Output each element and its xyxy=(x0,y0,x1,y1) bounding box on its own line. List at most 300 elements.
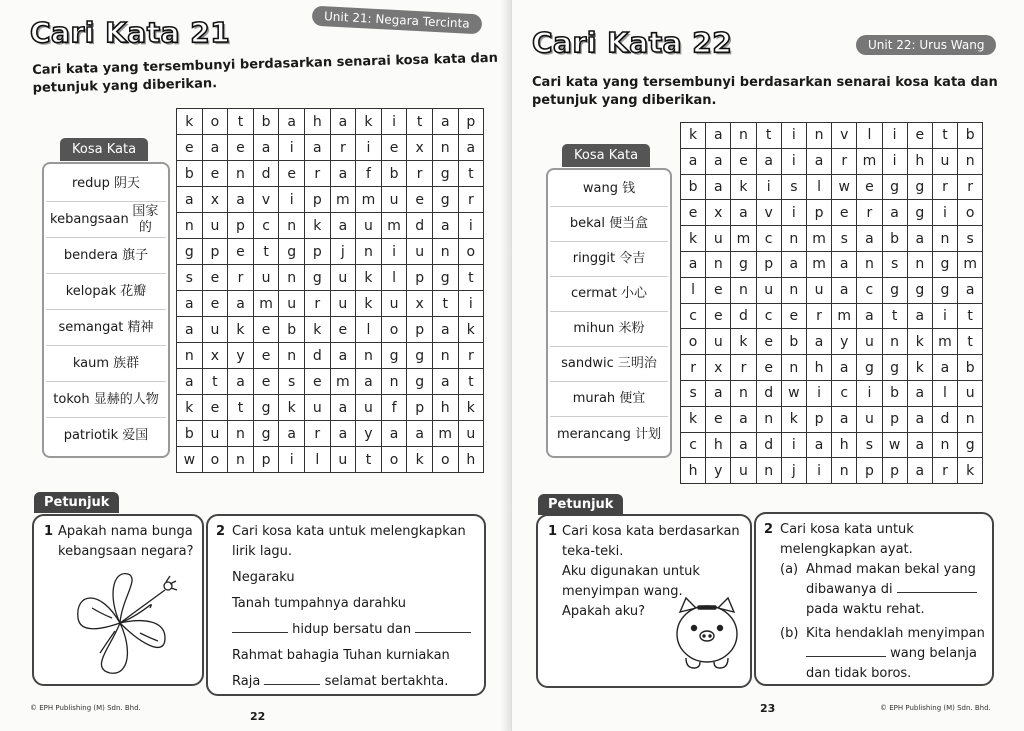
answer-blank[interactable] xyxy=(415,621,471,633)
grid-letter-cell[interactable]: t xyxy=(356,447,382,473)
grid-letter-cell[interactable]: a xyxy=(458,135,484,161)
grid-letter-cell[interactable]: n xyxy=(958,148,983,174)
grid-letter-cell[interactable]: k xyxy=(781,406,806,432)
grid-letter-cell[interactable]: o xyxy=(381,317,407,343)
grid-letter-cell[interactable]: r xyxy=(228,265,254,291)
grid-letter-cell[interactable]: k xyxy=(458,317,484,343)
grid-letter-cell[interactable]: t xyxy=(958,329,983,355)
grid-letter-cell[interactable]: r xyxy=(731,355,756,381)
grid-letter-cell[interactable]: c xyxy=(756,303,781,329)
grid-letter-cell[interactable]: n xyxy=(882,329,907,355)
grid-letter-cell[interactable]: u xyxy=(330,291,356,317)
grid-letter-cell[interactable]: n xyxy=(228,161,254,187)
grid-letter-cell[interactable]: r xyxy=(857,200,882,226)
grid-letter-cell[interactable]: d xyxy=(731,303,756,329)
grid-letter-cell[interactable]: x xyxy=(706,355,731,381)
grid-letter-cell[interactable]: p xyxy=(407,265,433,291)
grid-letter-cell[interactable]: u xyxy=(304,395,330,421)
grid-letter-cell[interactable]: r xyxy=(932,174,957,200)
grid-letter-cell[interactable]: a xyxy=(330,161,356,187)
grid-letter-cell[interactable]: d xyxy=(932,406,957,432)
grid-letter-cell[interactable]: a xyxy=(706,148,731,174)
grid-letter-cell[interactable]: n xyxy=(279,265,305,291)
grid-letter-cell[interactable]: n xyxy=(857,251,882,277)
grid-letter-cell[interactable]: g xyxy=(731,251,756,277)
grid-letter-cell[interactable]: e xyxy=(832,200,857,226)
grid-letter-cell[interactable]: t xyxy=(458,369,484,395)
grid-letter-cell[interactable]: o xyxy=(958,200,983,226)
grid-letter-cell[interactable]: g xyxy=(407,369,433,395)
grid-letter-cell[interactable]: l xyxy=(681,277,706,303)
grid-letter-cell[interactable]: a xyxy=(932,355,957,381)
grid-letter-cell[interactable]: g xyxy=(432,187,458,213)
grid-letter-cell[interactable]: h xyxy=(432,395,458,421)
grid-letter-cell[interactable]: u xyxy=(857,329,882,355)
grid-letter-cell[interactable]: a xyxy=(832,251,857,277)
grid-letter-cell[interactable]: a xyxy=(432,213,458,239)
grid-letter-cell[interactable]: e xyxy=(253,317,279,343)
grid-letter-cell[interactable]: v xyxy=(253,187,279,213)
grid-letter-cell[interactable]: w xyxy=(781,380,806,406)
grid-letter-cell[interactable]: p xyxy=(304,239,330,265)
grid-letter-cell[interactable]: c xyxy=(253,213,279,239)
grid-letter-cell[interactable]: a xyxy=(832,406,857,432)
grid-letter-cell[interactable]: k xyxy=(731,174,756,200)
grid-letter-cell[interactable]: b xyxy=(781,329,806,355)
grid-letter-cell[interactable]: b xyxy=(253,109,279,135)
grid-letter-cell[interactable]: p xyxy=(228,213,254,239)
grid-letter-cell[interactable]: e xyxy=(756,329,781,355)
grid-letter-cell[interactable]: h xyxy=(907,148,932,174)
grid-letter-cell[interactable]: e xyxy=(681,200,706,226)
grid-letter-cell[interactable]: g xyxy=(882,277,907,303)
grid-letter-cell[interactable]: e xyxy=(781,303,806,329)
grid-letter-cell[interactable]: n xyxy=(279,343,305,369)
grid-letter-cell[interactable]: u xyxy=(806,277,831,303)
grid-letter-cell[interactable]: r xyxy=(806,303,831,329)
grid-letter-cell[interactable]: n xyxy=(932,432,957,458)
grid-letter-cell[interactable]: k xyxy=(228,317,254,343)
grid-letter-cell[interactable]: k xyxy=(177,395,203,421)
grid-letter-cell[interactable]: u xyxy=(731,458,756,484)
grid-letter-cell[interactable]: s xyxy=(857,432,882,458)
grid-letter-cell[interactable]: f xyxy=(356,161,382,187)
grid-letter-cell[interactable]: n xyxy=(907,251,932,277)
grid-letter-cell[interactable]: i xyxy=(458,213,484,239)
grid-letter-cell[interactable]: p xyxy=(756,251,781,277)
grid-letter-cell[interactable]: i xyxy=(756,174,781,200)
grid-letter-cell[interactable]: d xyxy=(756,432,781,458)
grid-letter-cell[interactable]: a xyxy=(279,421,305,447)
grid-letter-cell[interactable]: a xyxy=(806,432,831,458)
grid-letter-cell[interactable]: o xyxy=(432,447,458,473)
grid-letter-cell[interactable]: e xyxy=(202,395,228,421)
grid-letter-cell[interactable]: e xyxy=(177,135,203,161)
grid-letter-cell[interactable]: i xyxy=(882,123,907,149)
grid-letter-cell[interactable]: i xyxy=(279,447,305,473)
grid-letter-cell[interactable]: c xyxy=(857,277,882,303)
grid-letter-cell[interactable]: u xyxy=(381,291,407,317)
grid-letter-cell[interactable]: a xyxy=(330,395,356,421)
grid-letter-cell[interactable]: k xyxy=(907,355,932,381)
grid-letter-cell[interactable]: n xyxy=(381,369,407,395)
grid-letter-cell[interactable]: s xyxy=(958,226,983,252)
grid-letter-cell[interactable]: a xyxy=(882,200,907,226)
grid-letter-cell[interactable]: l xyxy=(857,123,882,149)
grid-letter-cell[interactable]: d xyxy=(253,161,279,187)
grid-letter-cell[interactable]: n xyxy=(432,239,458,265)
grid-letter-cell[interactable]: r xyxy=(304,421,330,447)
grid-letter-cell[interactable]: a xyxy=(907,406,932,432)
grid-letter-cell[interactable]: n xyxy=(781,355,806,381)
grid-letter-cell[interactable]: f xyxy=(381,395,407,421)
grid-letter-cell[interactable]: s xyxy=(781,174,806,200)
grid-letter-cell[interactable]: n xyxy=(731,123,756,149)
grid-letter-cell[interactable]: t xyxy=(932,123,957,149)
grid-letter-cell[interactable]: m xyxy=(857,148,882,174)
grid-letter-cell[interactable]: y xyxy=(356,421,382,447)
grid-letter-cell[interactable]: a xyxy=(330,421,356,447)
grid-letter-cell[interactable]: n xyxy=(279,213,305,239)
grid-letter-cell[interactable]: k xyxy=(681,226,706,252)
grid-letter-cell[interactable]: a xyxy=(228,291,254,317)
grid-letter-cell[interactable]: a xyxy=(731,200,756,226)
grid-letter-cell[interactable]: k xyxy=(731,329,756,355)
grid-letter-cell[interactable]: n xyxy=(228,447,254,473)
grid-letter-cell[interactable]: u xyxy=(381,187,407,213)
grid-letter-cell[interactable]: a xyxy=(806,148,831,174)
grid-letter-cell[interactable]: t xyxy=(407,109,433,135)
grid-letter-cell[interactable]: i xyxy=(781,432,806,458)
grid-letter-cell[interactable]: d xyxy=(304,343,330,369)
grid-letter-cell[interactable]: a xyxy=(681,251,706,277)
grid-letter-cell[interactable]: u xyxy=(756,277,781,303)
grid-letter-cell[interactable]: n xyxy=(731,380,756,406)
grid-letter-cell[interactable]: b xyxy=(882,380,907,406)
grid-letter-cell[interactable]: o xyxy=(458,239,484,265)
grid-letter-cell[interactable]: h xyxy=(681,458,706,484)
grid-letter-cell[interactable]: x xyxy=(202,187,228,213)
grid-letter-cell[interactable]: g xyxy=(932,277,957,303)
grid-letter-cell[interactable]: n xyxy=(177,343,203,369)
grid-letter-cell[interactable]: u xyxy=(202,421,228,447)
grid-letter-cell[interactable]: i xyxy=(279,135,305,161)
grid-letter-cell[interactable]: g xyxy=(882,355,907,381)
grid-letter-cell[interactable]: m xyxy=(356,187,382,213)
grid-letter-cell[interactable]: k xyxy=(356,291,382,317)
grid-letter-cell[interactable]: x xyxy=(407,135,433,161)
grid-letter-cell[interactable]: n xyxy=(432,343,458,369)
grid-letter-cell[interactable]: r xyxy=(304,161,330,187)
grid-letter-cell[interactable]: b xyxy=(279,317,305,343)
grid-letter-cell[interactable]: k xyxy=(681,406,706,432)
grid-letter-cell[interactable]: g xyxy=(932,251,957,277)
grid-letter-cell[interactable]: e xyxy=(202,161,228,187)
grid-letter-cell[interactable]: k xyxy=(681,123,706,149)
grid-letter-cell[interactable]: r xyxy=(958,174,983,200)
grid-letter-cell[interactable]: h xyxy=(304,109,330,135)
answer-blank[interactable] xyxy=(897,581,977,593)
grid-letter-cell[interactable]: p xyxy=(253,447,279,473)
grid-letter-cell[interactable]: n xyxy=(806,123,831,149)
grid-letter-cell[interactable]: b xyxy=(177,421,203,447)
grid-letter-cell[interactable]: a xyxy=(432,317,458,343)
grid-letter-cell[interactable]: m xyxy=(832,303,857,329)
grid-letter-cell[interactable]: m xyxy=(432,421,458,447)
grid-letter-cell[interactable]: u xyxy=(356,213,382,239)
grid-letter-cell[interactable]: x xyxy=(202,343,228,369)
grid-letter-cell[interactable]: e xyxy=(279,161,305,187)
grid-letter-cell[interactable]: i xyxy=(781,123,806,149)
grid-letter-cell[interactable]: m xyxy=(731,226,756,252)
grid-letter-cell[interactable]: t xyxy=(756,123,781,149)
grid-letter-cell[interactable]: t xyxy=(228,395,254,421)
grid-letter-cell[interactable]: i xyxy=(781,148,806,174)
grid-letter-cell[interactable]: l xyxy=(356,317,382,343)
grid-letter-cell[interactable]: a xyxy=(907,226,932,252)
grid-letter-cell[interactable]: u xyxy=(458,421,484,447)
grid-letter-cell[interactable]: a xyxy=(781,251,806,277)
grid-letter-cell[interactable]: e xyxy=(202,291,228,317)
grid-letter-cell[interactable]: g xyxy=(857,355,882,381)
grid-letter-cell[interactable]: r xyxy=(330,135,356,161)
grid-letter-cell[interactable]: n xyxy=(781,277,806,303)
grid-letter-cell[interactable]: w xyxy=(882,432,907,458)
grid-letter-cell[interactable]: j xyxy=(781,458,806,484)
grid-letter-cell[interactable]: d xyxy=(756,380,781,406)
grid-letter-cell[interactable]: u xyxy=(857,406,882,432)
grid-letter-cell[interactable]: b xyxy=(882,226,907,252)
grid-letter-cell[interactable]: w xyxy=(832,174,857,200)
grid-letter-cell[interactable]: l xyxy=(932,380,957,406)
grid-letter-cell[interactable]: e xyxy=(407,187,433,213)
grid-letter-cell[interactable]: m xyxy=(330,187,356,213)
grid-letter-cell[interactable]: c xyxy=(681,303,706,329)
grid-letter-cell[interactable]: m xyxy=(381,213,407,239)
grid-letter-cell[interactable]: g xyxy=(304,265,330,291)
grid-letter-cell[interactable]: a xyxy=(253,135,279,161)
grid-letter-cell[interactable]: t xyxy=(882,303,907,329)
grid-letter-cell[interactable]: c xyxy=(681,432,706,458)
answer-blank[interactable] xyxy=(806,645,886,657)
grid-letter-cell[interactable]: a xyxy=(228,369,254,395)
grid-letter-cell[interactable]: o xyxy=(202,109,228,135)
grid-letter-cell[interactable]: a xyxy=(907,458,932,484)
grid-letter-cell[interactable]: p xyxy=(806,200,831,226)
grid-letter-cell[interactable]: u xyxy=(202,213,228,239)
grid-letter-cell[interactable]: a xyxy=(756,148,781,174)
grid-letter-cell[interactable]: k xyxy=(177,109,203,135)
grid-letter-cell[interactable]: g xyxy=(432,161,458,187)
grid-letter-cell[interactable]: k xyxy=(304,213,330,239)
grid-letter-cell[interactable]: a xyxy=(356,369,382,395)
grid-letter-cell[interactable]: y xyxy=(228,343,254,369)
grid-letter-cell[interactable]: m xyxy=(330,369,356,395)
grid-letter-cell[interactable]: n xyxy=(731,277,756,303)
grid-letter-cell[interactable]: e xyxy=(228,135,254,161)
grid-letter-cell[interactable]: y xyxy=(832,329,857,355)
grid-letter-cell[interactable]: b xyxy=(958,123,983,149)
grid-letter-cell[interactable]: i xyxy=(882,148,907,174)
grid-letter-cell[interactable]: a xyxy=(407,421,433,447)
grid-letter-cell[interactable]: o xyxy=(381,447,407,473)
grid-letter-cell[interactable]: t xyxy=(253,239,279,265)
grid-letter-cell[interactable]: x xyxy=(407,291,433,317)
grid-letter-cell[interactable]: n xyxy=(356,343,382,369)
grid-letter-cell[interactable]: a xyxy=(706,380,731,406)
grid-letter-cell[interactable]: n xyxy=(177,213,203,239)
grid-letter-cell[interactable]: a xyxy=(907,432,932,458)
grid-letter-cell[interactable]: r xyxy=(304,291,330,317)
grid-letter-cell[interactable]: a xyxy=(432,369,458,395)
grid-letter-cell[interactable]: h xyxy=(832,432,857,458)
grid-letter-cell[interactable]: x xyxy=(706,200,731,226)
grid-letter-cell[interactable]: m xyxy=(253,291,279,317)
grid-letter-cell[interactable]: k xyxy=(356,265,382,291)
grid-letter-cell[interactable]: a xyxy=(177,291,203,317)
grid-letter-cell[interactable]: k xyxy=(907,329,932,355)
grid-letter-cell[interactable]: c xyxy=(756,226,781,252)
grid-letter-cell[interactable]: g xyxy=(907,174,932,200)
grid-letter-cell[interactable]: n xyxy=(756,406,781,432)
grid-letter-cell[interactable]: t xyxy=(202,369,228,395)
grid-letter-cell[interactable]: n xyxy=(781,226,806,252)
grid-letter-cell[interactable]: s xyxy=(882,251,907,277)
grid-letter-cell[interactable]: p xyxy=(458,109,484,135)
grid-letter-cell[interactable]: n xyxy=(932,226,957,252)
grid-letter-cell[interactable]: h xyxy=(458,447,484,473)
grid-letter-cell[interactable]: e xyxy=(330,317,356,343)
grid-letter-cell[interactable]: u xyxy=(202,317,228,343)
grid-letter-cell[interactable]: n xyxy=(756,458,781,484)
grid-letter-cell[interactable]: m xyxy=(958,251,983,277)
grid-letter-cell[interactable]: a xyxy=(706,174,731,200)
grid-letter-cell[interactable]: e xyxy=(706,303,731,329)
grid-letter-cell[interactable]: r xyxy=(407,161,433,187)
grid-letter-cell[interactable]: a xyxy=(330,109,356,135)
grid-letter-cell[interactable]: a xyxy=(228,187,254,213)
grid-letter-cell[interactable]: u xyxy=(706,329,731,355)
grid-letter-cell[interactable]: t xyxy=(458,265,484,291)
grid-letter-cell[interactable]: a xyxy=(202,135,228,161)
grid-letter-cell[interactable]: a xyxy=(731,406,756,432)
grid-letter-cell[interactable]: v xyxy=(756,200,781,226)
grid-letter-cell[interactable]: a xyxy=(177,317,203,343)
grid-letter-cell[interactable]: a xyxy=(681,148,706,174)
grid-letter-cell[interactable]: i xyxy=(932,303,957,329)
grid-letter-cell[interactable]: a xyxy=(907,380,932,406)
grid-letter-cell[interactable]: a xyxy=(907,303,932,329)
grid-letter-cell[interactable]: u xyxy=(932,148,957,174)
grid-letter-cell[interactable]: a xyxy=(958,277,983,303)
grid-letter-cell[interactable]: g xyxy=(882,174,907,200)
grid-letter-cell[interactable]: r xyxy=(458,343,484,369)
grid-letter-cell[interactable]: k xyxy=(407,447,433,473)
grid-letter-cell[interactable]: t xyxy=(228,109,254,135)
grid-letter-cell[interactable]: a xyxy=(832,277,857,303)
grid-letter-cell[interactable]: m xyxy=(806,226,831,252)
grid-letter-cell[interactable]: i xyxy=(381,239,407,265)
grid-letter-cell[interactable]: w xyxy=(177,447,203,473)
grid-letter-cell[interactable]: i xyxy=(806,458,831,484)
grid-letter-cell[interactable]: u xyxy=(253,265,279,291)
grid-letter-cell[interactable]: p xyxy=(882,406,907,432)
grid-letter-cell[interactable]: g xyxy=(407,343,433,369)
grid-letter-cell[interactable]: u xyxy=(407,239,433,265)
grid-letter-cell[interactable]: r xyxy=(458,187,484,213)
grid-letter-cell[interactable]: i xyxy=(806,380,831,406)
grid-letter-cell[interactable]: d xyxy=(407,213,433,239)
grid-letter-cell[interactable]: a xyxy=(279,109,305,135)
grid-letter-cell[interactable]: a xyxy=(381,421,407,447)
grid-letter-cell[interactable]: s xyxy=(832,226,857,252)
grid-letter-cell[interactable]: h xyxy=(706,432,731,458)
grid-letter-cell[interactable]: u xyxy=(958,380,983,406)
grid-letter-cell[interactable]: e xyxy=(228,239,254,265)
grid-letter-cell[interactable]: n xyxy=(228,421,254,447)
grid-letter-cell[interactable]: t xyxy=(958,303,983,329)
grid-letter-cell[interactable]: e xyxy=(706,277,731,303)
grid-letter-cell[interactable]: a xyxy=(304,135,330,161)
grid-letter-cell[interactable]: a xyxy=(857,226,882,252)
grid-letter-cell[interactable]: m xyxy=(806,251,831,277)
grid-letter-cell[interactable]: n xyxy=(432,135,458,161)
grid-letter-cell[interactable]: h xyxy=(806,355,831,381)
grid-letter-cell[interactable]: g xyxy=(253,395,279,421)
grid-letter-cell[interactable]: s xyxy=(177,265,203,291)
grid-letter-cell[interactable]: i xyxy=(781,200,806,226)
grid-letter-cell[interactable]: g xyxy=(279,239,305,265)
grid-letter-cell[interactable]: g xyxy=(253,421,279,447)
grid-letter-cell[interactable]: n xyxy=(706,251,731,277)
grid-letter-cell[interactable]: n xyxy=(832,458,857,484)
grid-letter-cell[interactable]: p xyxy=(806,406,831,432)
grid-letter-cell[interactable]: k xyxy=(356,109,382,135)
grid-letter-cell[interactable]: e xyxy=(253,343,279,369)
grid-letter-cell[interactable]: l xyxy=(806,174,831,200)
grid-letter-cell[interactable]: a xyxy=(177,369,203,395)
grid-letter-cell[interactable]: u xyxy=(706,226,731,252)
grid-letter-cell[interactable]: b xyxy=(958,355,983,381)
grid-letter-cell[interactable]: k xyxy=(458,395,484,421)
grid-letter-cell[interactable]: i xyxy=(932,200,957,226)
grid-letter-cell[interactable]: r xyxy=(681,355,706,381)
grid-letter-cell[interactable]: a xyxy=(706,123,731,149)
grid-letter-cell[interactable]: i xyxy=(458,291,484,317)
grid-letter-cell[interactable]: v xyxy=(832,123,857,149)
grid-letter-cell[interactable]: i xyxy=(356,135,382,161)
grid-letter-cell[interactable]: u xyxy=(330,447,356,473)
grid-letter-cell[interactable]: o xyxy=(681,329,706,355)
grid-letter-cell[interactable]: i xyxy=(381,109,407,135)
grid-letter-cell[interactable]: a xyxy=(432,109,458,135)
grid-letter-cell[interactable]: m xyxy=(932,329,957,355)
grid-letter-cell[interactable]: p xyxy=(857,458,882,484)
grid-letter-cell[interactable]: i xyxy=(857,380,882,406)
grid-letter-cell[interactable]: g xyxy=(177,239,203,265)
grid-letter-cell[interactable]: g xyxy=(958,432,983,458)
grid-letter-cell[interactable]: a xyxy=(806,329,831,355)
grid-letter-cell[interactable]: k xyxy=(958,458,983,484)
grid-letter-cell[interactable]: e xyxy=(202,265,228,291)
answer-blank[interactable] xyxy=(264,673,320,685)
grid-letter-cell[interactable]: p xyxy=(407,317,433,343)
grid-letter-cell[interactable]: r xyxy=(932,458,957,484)
grid-letter-cell[interactable]: p xyxy=(407,395,433,421)
grid-letter-cell[interactable]: g xyxy=(432,265,458,291)
grid-letter-cell[interactable]: i xyxy=(279,187,305,213)
grid-letter-cell[interactable]: u xyxy=(356,395,382,421)
